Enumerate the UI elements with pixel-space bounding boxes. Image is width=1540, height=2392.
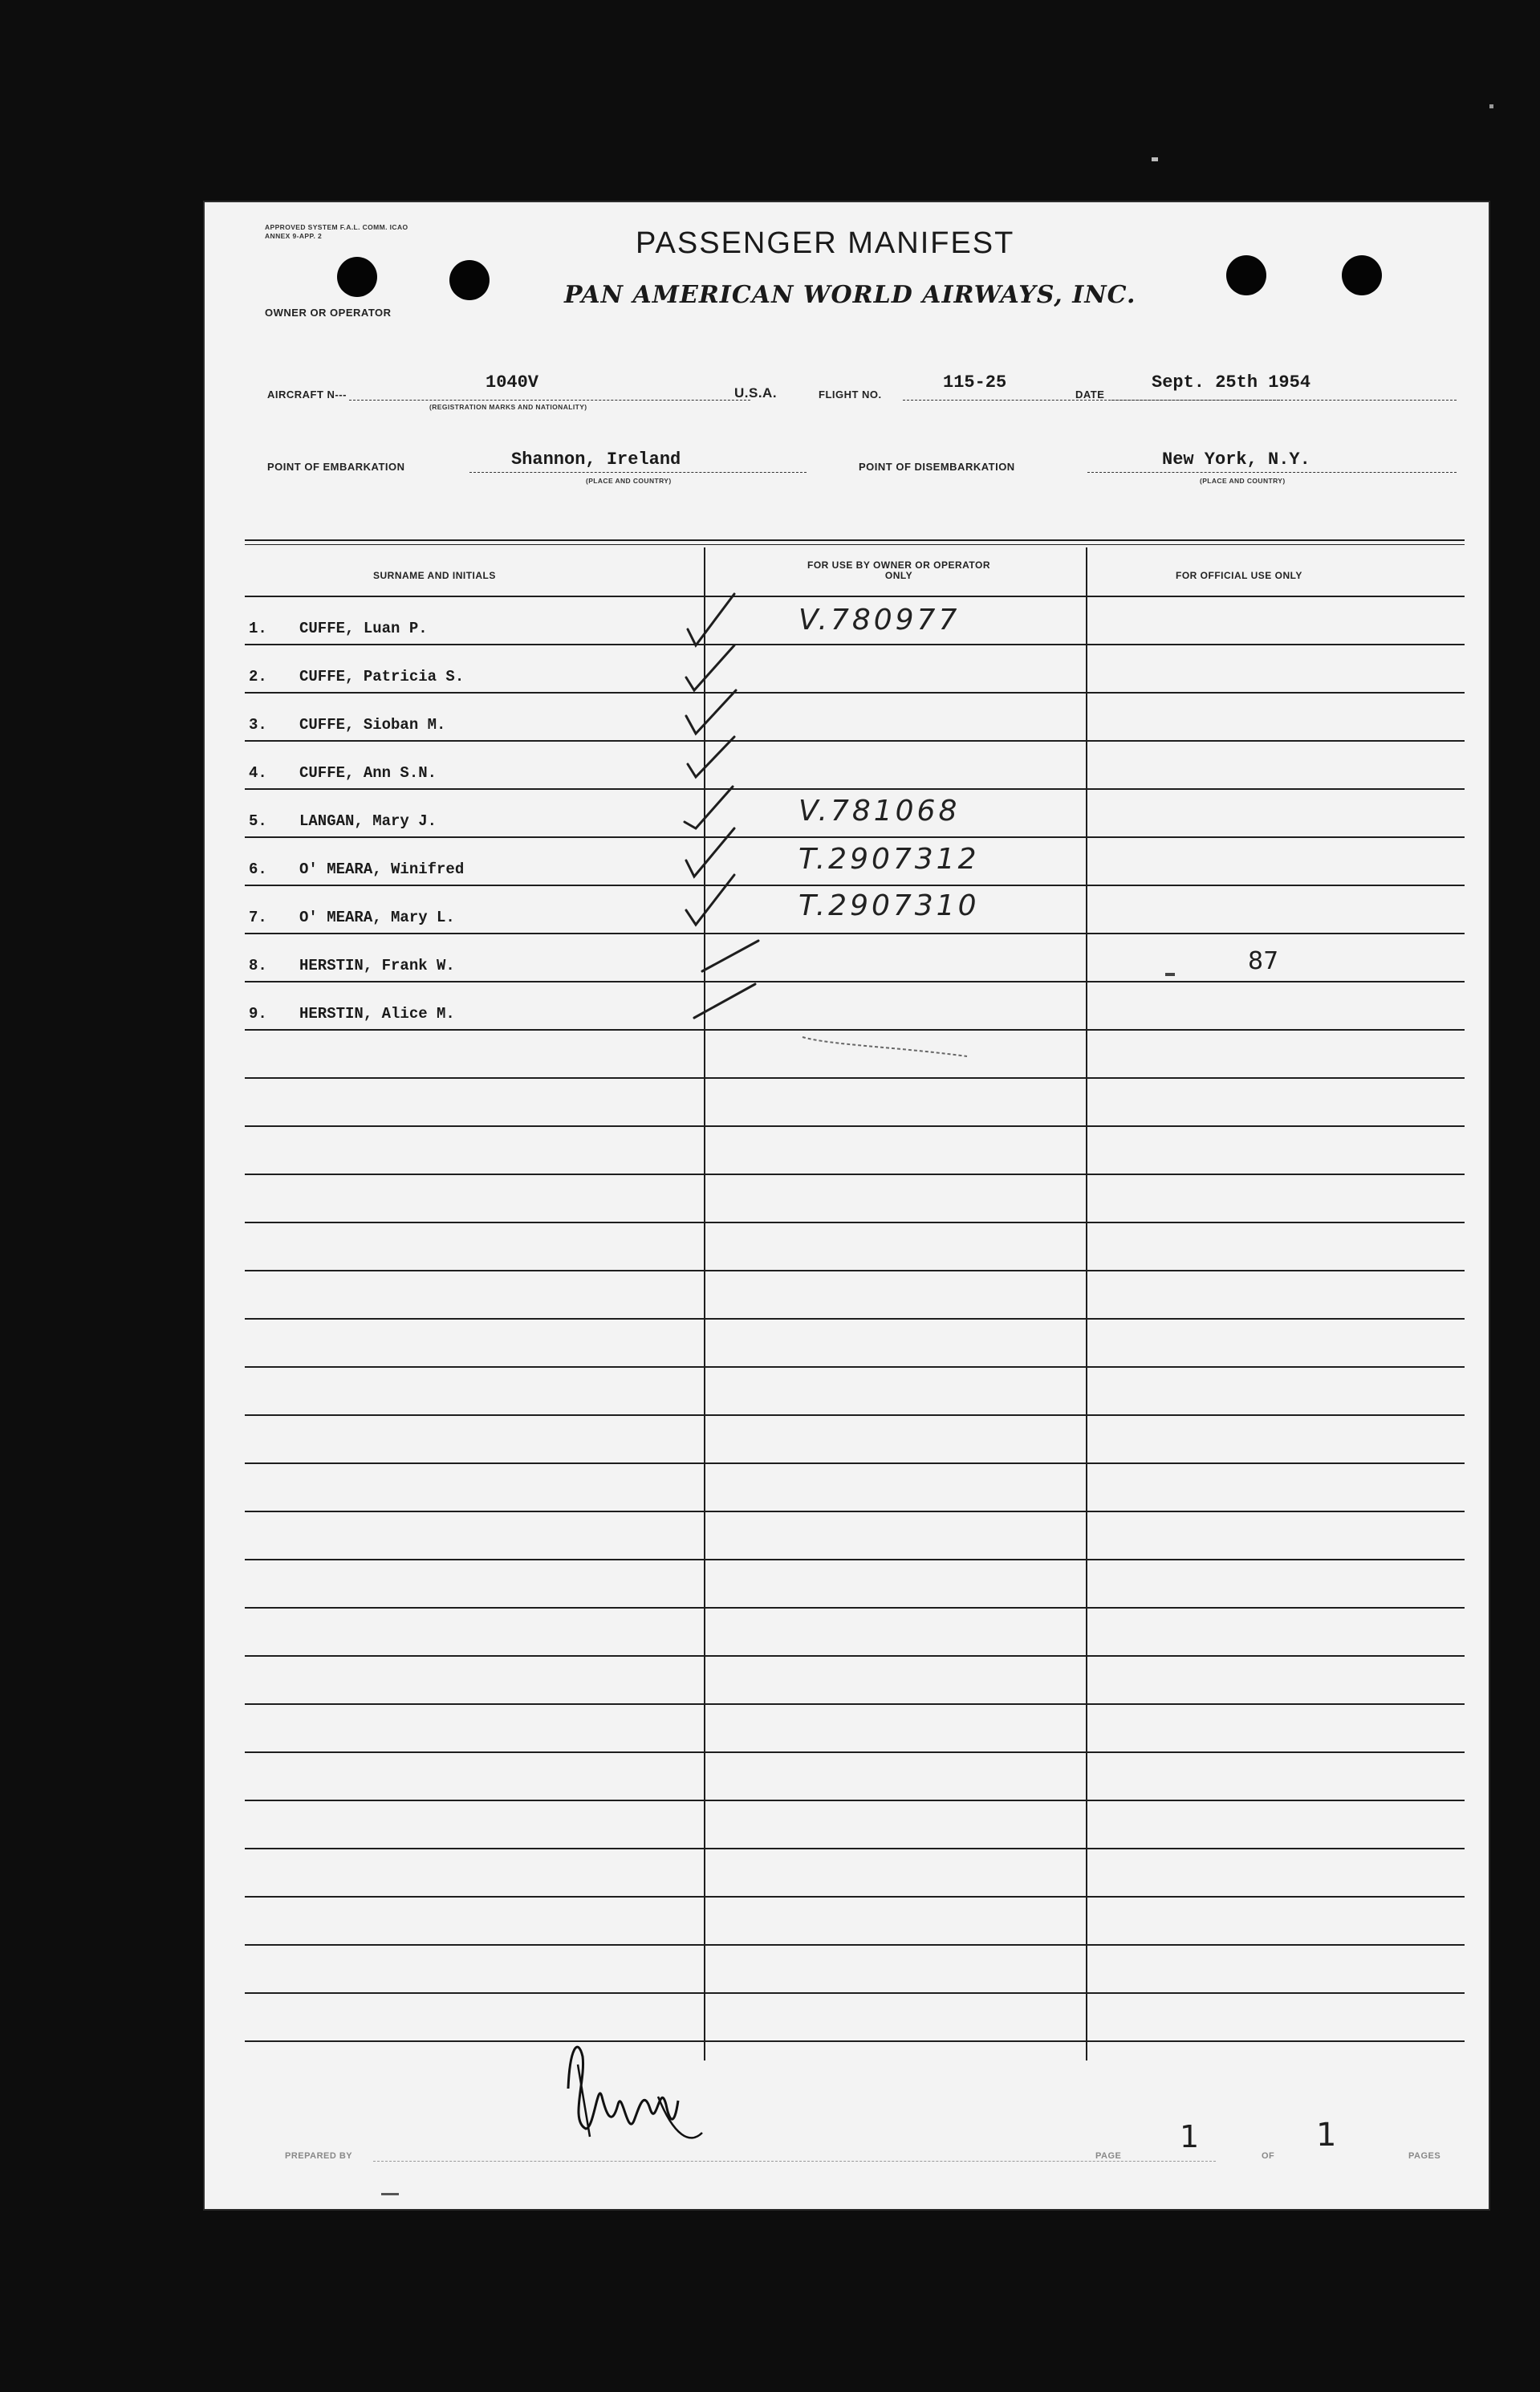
row-number: 3. (249, 716, 267, 734)
official-note: 87 (1248, 947, 1279, 975)
owner-label: OWNER OR OPERATOR (265, 307, 392, 319)
row-number: 7. (249, 909, 267, 926)
row-number: 2. (249, 668, 267, 685)
row-rule (245, 933, 1465, 934)
official-mark (1165, 973, 1175, 976)
date-label: DATE (1075, 388, 1105, 401)
row-rule (245, 1462, 1465, 1464)
row-rule (245, 1703, 1465, 1705)
row-rule (245, 692, 1465, 694)
owner-note: T.2907312 (798, 843, 980, 876)
pencil-scribble (798, 1029, 975, 1061)
passenger-name: CUFFE, Sioban M. (299, 716, 446, 734)
row-rule (245, 1800, 1465, 1801)
passenger-name: O' MEARA, Mary L. (299, 909, 455, 926)
row-rule (245, 1125, 1465, 1127)
row-rule (245, 1077, 1465, 1079)
owner-note: V.781068 (798, 795, 961, 828)
row-rule (245, 596, 1465, 597)
col-surname-header: SURNAME AND INITIALS (373, 570, 496, 581)
embark-note: (PLACE AND COUNTRY) (586, 477, 672, 485)
passenger-name: HERSTIN, Frank W. (299, 957, 455, 974)
row-rule (245, 740, 1465, 742)
row-rule (245, 1174, 1465, 1175)
manifest-sheet (205, 202, 1489, 2209)
row-number: 9. (249, 1005, 267, 1023)
punch-hole (1226, 255, 1266, 295)
approval-note: APPROVED SYSTEM F.A.L. COMM. ICAO ANNEX 9-APP. 2 (265, 223, 408, 240)
row-rule (245, 2040, 1465, 2042)
row-number: 5. (249, 812, 267, 830)
passenger-name: CUFFE, Luan P. (299, 620, 428, 637)
row-rule (245, 981, 1465, 982)
flight-label: FLIGHT NO. (819, 388, 882, 401)
stray-mark (381, 2193, 399, 2195)
check-marks (678, 588, 790, 1037)
passenger-name: LANGAN, Mary J. (299, 812, 437, 830)
prepared-label: PREPARED BY (285, 2151, 353, 2161)
dust-speck (1489, 104, 1493, 108)
row-rule (245, 1848, 1465, 1849)
of-value: 1 (1316, 2117, 1337, 2154)
registration-note: (REGISTRATION MARKS AND NATIONALITY) (429, 403, 587, 411)
col-official-header: FOR OFFICIAL USE ONLY (1176, 570, 1302, 581)
disembark-note: (PLACE AND COUNTRY) (1200, 477, 1286, 485)
punch-hole (1342, 255, 1382, 295)
passenger-name: CUFFE, Patricia S. (299, 668, 465, 685)
row-number: 6. (249, 860, 267, 878)
passenger-name: CUFFE, Ann S.N. (299, 764, 437, 782)
row-rule (245, 1751, 1465, 1753)
row-rule (245, 1414, 1465, 1416)
row-rule (245, 644, 1465, 645)
row-rule (245, 1318, 1465, 1320)
row-rule (245, 1992, 1465, 1994)
row-rule (245, 1559, 1465, 1560)
row-rule (245, 1896, 1465, 1898)
flight-value: 115-25 (943, 372, 1007, 393)
page-title: PASSENGER MANIFEST (636, 226, 1015, 260)
row-rule (245, 1607, 1465, 1609)
passenger-name: O' MEARA, Winifred (299, 860, 465, 878)
row-rule (245, 1655, 1465, 1657)
col-owner-header: FOR USE BY OWNER OR OPERATOR ONLY (807, 559, 991, 581)
row-rule (245, 836, 1465, 838)
passenger-name: HERSTIN, Alice M. (299, 1005, 455, 1023)
pages-label: PAGES (1408, 2151, 1441, 2161)
embark-label: POINT OF EMBARKATION (267, 461, 405, 473)
column-divider (1086, 547, 1087, 2060)
disembark-label: POINT OF DISEMBARKATION (859, 461, 1015, 473)
row-number: 4. (249, 764, 267, 782)
embark-value: Shannon, Ireland (511, 450, 681, 470)
row-number: 1. (249, 620, 267, 637)
punch-hole (337, 257, 377, 297)
owner-note: V.780977 (798, 604, 961, 637)
of-label: OF (1262, 2151, 1275, 2161)
row-rule (245, 1270, 1465, 1271)
punch-hole (449, 260, 490, 300)
row-rule (245, 1511, 1465, 1512)
owner-note: T.2907310 (798, 889, 980, 922)
row-rule (245, 885, 1465, 886)
dust-speck (1152, 157, 1158, 161)
preparer-signature (562, 2032, 714, 2153)
country-label: U.S.A. (734, 385, 778, 401)
aircraft-label: AIRCRAFT N--- (267, 388, 347, 401)
row-rule (245, 1366, 1465, 1368)
operator-name: PAN AMERICAN WORLD AIRWAYS, INC. (564, 281, 1136, 309)
row-rule (245, 1222, 1465, 1223)
row-rule (245, 1944, 1465, 1946)
aircraft-value: 1040V (486, 372, 539, 393)
page-label: PAGE (1095, 2151, 1122, 2161)
disembark-value: New York, N.Y. (1162, 450, 1310, 470)
page-value: 1 (1180, 2119, 1200, 2154)
row-number: 8. (249, 957, 267, 974)
row-rule (245, 788, 1465, 790)
date-value: Sept. 25th 1954 (1152, 372, 1311, 393)
